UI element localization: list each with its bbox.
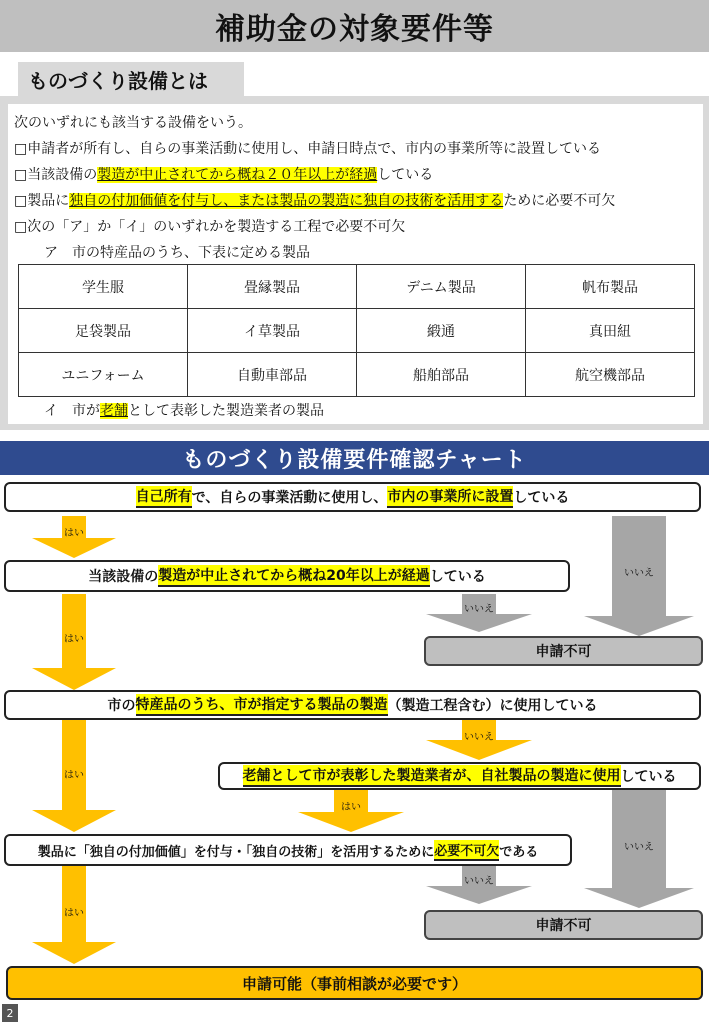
table-cell: 緞通 bbox=[357, 309, 526, 353]
condition-3: □製品に独自の付加価値を付与し、または製品の製造に独自の技術を活用するために必要不可欠 bbox=[14, 193, 616, 209]
condition-1: □申請者が所有し、自らの事業活動に使用し、申請日時点で、市内の事業所等に設置している bbox=[14, 141, 601, 157]
highlight-text: 特産品のうち、市が指定する製品の製造 bbox=[136, 694, 388, 716]
reject-box-1: 申請不可 bbox=[424, 636, 703, 666]
yes-label: はい bbox=[64, 770, 84, 781]
page-title: 補助金の対象要件等 bbox=[0, 0, 709, 52]
question-1: 自己所有 で、自らの事業活動に使用し、 市内の事業所に設置 している bbox=[4, 482, 701, 512]
table-row bbox=[19, 353, 695, 397]
table-cell: 学生服 bbox=[19, 265, 188, 309]
highlight-text: 老舗 bbox=[100, 403, 128, 419]
product-table bbox=[18, 264, 695, 397]
highlight-text: 市内の事業所に設置 bbox=[387, 486, 513, 508]
question-4: 老舗として市が表彰した製造業者が、自社製品の製造に使用 している bbox=[218, 762, 701, 790]
highlight-text: 製造が中止されてから概ね20年以上が経過 bbox=[158, 565, 429, 587]
highlight-text: 製造が中止されてから概ね２０年以上が経過 bbox=[97, 167, 378, 183]
yes-label: はい bbox=[64, 528, 84, 539]
no-label: いいえ bbox=[464, 876, 494, 887]
table-cell: 自動車部品 bbox=[188, 353, 357, 397]
table-row bbox=[19, 309, 695, 353]
table-cell: デニム製品 bbox=[357, 265, 526, 309]
section-heading: ものづくり設備とは bbox=[18, 62, 244, 96]
reject-box-2: 申請不可 bbox=[424, 910, 703, 940]
table-cell: 帆布製品 bbox=[526, 265, 695, 309]
page-number: 2 bbox=[2, 1004, 18, 1022]
highlight-text: 老舗として市が表彰した製造業者が、自社製品の製造に使用 bbox=[243, 765, 621, 787]
question-2: 当該設備の 製造が中止されてから概ね20年以上が経過 している bbox=[4, 560, 570, 592]
accept-box: 申請可能（事前相談が必要です） bbox=[6, 966, 703, 1000]
question-3: 市の 特産品のうち、市が指定する製品の製造 （製造工程含む）に使用している bbox=[4, 690, 701, 720]
yes-label: はい bbox=[64, 908, 84, 919]
highlight-text: 必要不可欠 bbox=[434, 840, 499, 861]
table-row bbox=[19, 265, 695, 309]
condition-4: □次の「ア」か「イ」のいずれかを製造する工程で必要不可欠 bbox=[14, 219, 406, 235]
condition-2: □当該設備の製造が中止されてから概ね２０年以上が経過している bbox=[14, 167, 434, 183]
no-label: いいえ bbox=[464, 732, 494, 743]
table-cell: 足袋製品 bbox=[19, 309, 188, 353]
highlight-text: 独自の付加価値を付与し、または製品の製造に独自の技術を活用する bbox=[69, 193, 504, 209]
table-cell: 航空機部品 bbox=[526, 353, 695, 397]
no-label: いいえ bbox=[624, 568, 654, 579]
no-label: いいえ bbox=[624, 842, 654, 853]
no-label: いいえ bbox=[464, 604, 494, 615]
intro-text: 次のいずれにも該当する設備をいう。 bbox=[14, 115, 252, 131]
table-cell: 真田紐 bbox=[526, 309, 695, 353]
yes-label: はい bbox=[341, 802, 361, 813]
chart-heading: ものづくり設備要件確認チャート bbox=[0, 441, 709, 475]
table-cell: 畳縁製品 bbox=[188, 265, 357, 309]
yes-label: はい bbox=[64, 634, 84, 645]
item-i-label: イ 市が老舗として表彰した製造業者の製品 bbox=[44, 403, 324, 419]
table-cell: ユニフォーム bbox=[19, 353, 188, 397]
table-cell: 船舶部品 bbox=[357, 353, 526, 397]
question-5: 製品に「独自の付加価値」を付与・「独自の技術」を活用するために 必要不可欠 である bbox=[4, 834, 572, 866]
highlight-text: 自己所有 bbox=[136, 486, 192, 508]
item-a-label: ア 市の特産品のうち、下表に定める製品 bbox=[44, 245, 310, 261]
table-cell: イ草製品 bbox=[188, 309, 357, 353]
